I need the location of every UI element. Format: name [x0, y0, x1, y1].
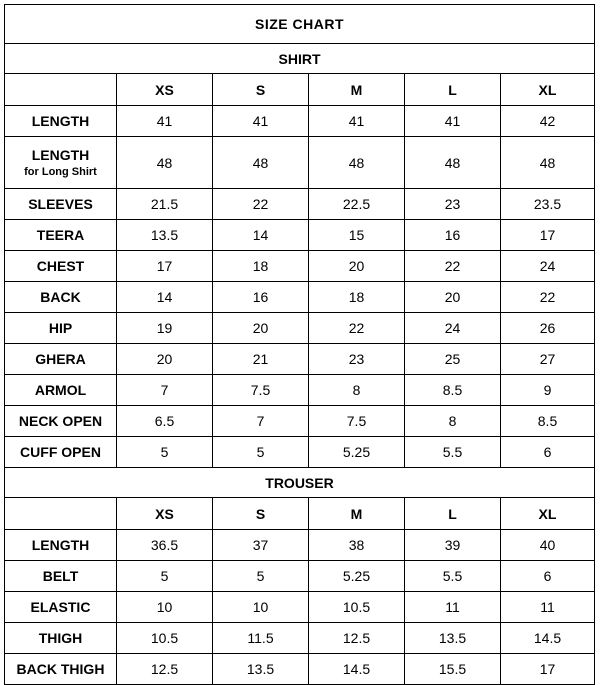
- size-chart-body: [5, 5, 595, 685]
- shirt-measurement-row: [5, 437, 595, 468]
- trouser-row-label: [5, 530, 117, 561]
- shirt-measurement-row: [5, 282, 595, 313]
- shirt-value-cell: 6: [501, 437, 595, 468]
- shirt-value-cell: 7.5: [309, 406, 405, 437]
- shirt-row-label-text: ARMOL: [34, 382, 87, 398]
- trouser-value-cell: 36.5: [117, 530, 213, 561]
- shirt-value-cell: 41: [309, 106, 405, 137]
- trouser-size-header-m: M: [309, 498, 405, 530]
- shirt-row-label-text: LENGTH: [31, 147, 90, 163]
- shirt-value-cell: 5: [213, 437, 309, 468]
- shirt-value-cell: 22.5: [309, 189, 405, 220]
- trouser-value-cell: 5.25: [309, 561, 405, 592]
- shirt-value-cell: 13.5: [117, 220, 213, 251]
- trouser-value-cell: 39: [405, 530, 501, 561]
- shirt-heading-row: [5, 44, 595, 74]
- trouser-value-cell: 14.5: [309, 654, 405, 685]
- trouser-value-cell: 10: [213, 592, 309, 623]
- shirt-size-header-xs: XS: [117, 74, 213, 106]
- shirt-row-label-text: NECK OPEN: [18, 413, 103, 429]
- shirt-measurement-row: [5, 137, 595, 189]
- shirt-row-label-text: HIP: [48, 320, 73, 336]
- trouser-value-cell: 10.5: [309, 592, 405, 623]
- shirt-row-label: [5, 137, 117, 189]
- trouser-value-cell: 15.5: [405, 654, 501, 685]
- shirt-row-label: [5, 106, 117, 137]
- shirt-value-cell: 48: [501, 137, 595, 189]
- shirt-value-cell: 23.5: [501, 189, 595, 220]
- shirt-row-label-text: LENGTH: [31, 113, 90, 129]
- shirt-size-header-row: [5, 74, 595, 106]
- shirt-value-cell: 16: [213, 282, 309, 313]
- shirt-value-cell: 18: [213, 251, 309, 282]
- shirt-row-label-text: BACK: [40, 289, 81, 305]
- shirt-value-cell: 20: [117, 344, 213, 375]
- shirt-value-cell: 16: [405, 220, 501, 251]
- shirt-row-label: [5, 344, 117, 375]
- shirt-row-label-text: CUFF OPEN: [20, 444, 101, 460]
- trouser-row-label-text: BACK THIGH: [16, 661, 105, 677]
- trouser-size-header-xs: XS: [117, 498, 213, 530]
- trouser-measurement-row: [5, 561, 595, 592]
- trouser-measurement-row: [5, 654, 595, 685]
- shirt-value-cell: 22: [501, 282, 595, 313]
- shirt-row-label: [5, 282, 117, 313]
- trouser-size-header-xl: XL: [501, 498, 595, 530]
- size-chart-table: [4, 4, 595, 685]
- shirt-value-cell: 41: [213, 106, 309, 137]
- shirt-value-cell: 21.5: [117, 189, 213, 220]
- trouser-value-cell: 40: [501, 530, 595, 561]
- trouser-row-label-text: ELASTIC: [30, 599, 91, 615]
- shirt-measurement-row: [5, 375, 595, 406]
- trouser-value-cell: 11.5: [213, 623, 309, 654]
- shirt-value-cell: 7: [117, 375, 213, 406]
- trouser-measurement-row: [5, 592, 595, 623]
- shirt-corner-cell: [5, 74, 117, 106]
- trouser-size-header-l: L: [405, 498, 501, 530]
- shirt-value-cell: 18: [309, 282, 405, 313]
- trouser-value-cell: 37: [213, 530, 309, 561]
- trouser-value-cell: 17: [501, 654, 595, 685]
- shirt-value-cell: 8.5: [501, 406, 595, 437]
- shirt-value-cell: 7: [213, 406, 309, 437]
- trouser-value-cell: 11: [501, 592, 595, 623]
- shirt-row-label: [5, 406, 117, 437]
- shirt-value-cell: 20: [309, 251, 405, 282]
- shirt-measurement-row: [5, 220, 595, 251]
- shirt-section-heading: SHIRT: [5, 44, 595, 74]
- shirt-value-cell: 14: [117, 282, 213, 313]
- shirt-value-cell: 23: [405, 189, 501, 220]
- shirt-size-header-m: M: [309, 74, 405, 106]
- shirt-value-cell: 20: [405, 282, 501, 313]
- trouser-value-cell: 5.5: [405, 561, 501, 592]
- shirt-row-label-text: CHEST: [36, 258, 85, 274]
- shirt-value-cell: 5.5: [405, 437, 501, 468]
- trouser-value-cell: 5: [213, 561, 309, 592]
- shirt-measurement-row: [5, 251, 595, 282]
- trouser-value-cell: 10.5: [117, 623, 213, 654]
- shirt-value-cell: 25: [405, 344, 501, 375]
- shirt-row-label: [5, 189, 117, 220]
- shirt-row-label: [5, 375, 117, 406]
- shirt-value-cell: 48: [213, 137, 309, 189]
- shirt-row-label: [5, 220, 117, 251]
- trouser-row-label-text: LENGTH: [31, 537, 90, 553]
- shirt-value-cell: 8: [309, 375, 405, 406]
- trouser-measurement-row: [5, 530, 595, 561]
- shirt-value-cell: 19: [117, 313, 213, 344]
- shirt-value-cell: 22: [405, 251, 501, 282]
- shirt-value-cell: 7.5: [213, 375, 309, 406]
- shirt-value-cell: 15: [309, 220, 405, 251]
- trouser-value-cell: 5: [117, 561, 213, 592]
- trouser-value-cell: 12.5: [117, 654, 213, 685]
- trouser-measurement-row: [5, 623, 595, 654]
- shirt-value-cell: 42: [501, 106, 595, 137]
- shirt-value-cell: 17: [501, 220, 595, 251]
- shirt-row-label-text: GHERA: [35, 351, 86, 367]
- shirt-value-cell: 21: [213, 344, 309, 375]
- trouser-value-cell: 11: [405, 592, 501, 623]
- trouser-row-label: [5, 654, 117, 685]
- trouser-value-cell: 14.5: [501, 623, 595, 654]
- shirt-row-label: [5, 251, 117, 282]
- shirt-size-header-s: S: [213, 74, 309, 106]
- chart-title: SIZE CHART: [5, 5, 595, 44]
- trouser-row-label-text: BELT: [42, 568, 79, 584]
- shirt-value-cell: 24: [405, 313, 501, 344]
- trouser-row-label: [5, 592, 117, 623]
- shirt-value-cell: 23: [309, 344, 405, 375]
- shirt-value-cell: 9: [501, 375, 595, 406]
- shirt-value-cell: 20: [213, 313, 309, 344]
- shirt-value-cell: 8: [405, 406, 501, 437]
- trouser-value-cell: 38: [309, 530, 405, 561]
- shirt-measurement-row: [5, 406, 595, 437]
- shirt-value-cell: 27: [501, 344, 595, 375]
- shirt-row-label: [5, 437, 117, 468]
- trouser-value-cell: 13.5: [405, 623, 501, 654]
- shirt-value-cell: 6.5: [117, 406, 213, 437]
- shirt-measurement-row: [5, 106, 595, 137]
- trouser-corner-cell: [5, 498, 117, 530]
- trouser-value-cell: 12.5: [309, 623, 405, 654]
- trouser-size-header-row: [5, 498, 595, 530]
- trouser-row-label: [5, 623, 117, 654]
- trouser-value-cell: 10: [117, 592, 213, 623]
- shirt-size-header-xl: XL: [501, 74, 595, 106]
- shirt-measurement-row: [5, 344, 595, 375]
- shirt-value-cell: 22: [309, 313, 405, 344]
- shirt-value-cell: 5.25: [309, 437, 405, 468]
- trouser-section-heading: TROUSER: [5, 468, 595, 498]
- trouser-row-label: [5, 561, 117, 592]
- shirt-value-cell: 48: [309, 137, 405, 189]
- shirt-value-cell: 41: [117, 106, 213, 137]
- shirt-value-cell: 48: [117, 137, 213, 189]
- shirt-value-cell: 22: [213, 189, 309, 220]
- shirt-value-cell: 41: [405, 106, 501, 137]
- trouser-heading-row: [5, 468, 595, 498]
- shirt-measurement-row: [5, 189, 595, 220]
- shirt-row-label-text: TEERA: [36, 227, 85, 243]
- shirt-row-label-text: SLEEVES: [28, 196, 93, 212]
- shirt-value-cell: 14: [213, 220, 309, 251]
- shirt-size-header-l: L: [405, 74, 501, 106]
- trouser-size-header-s: S: [213, 498, 309, 530]
- shirt-row-sublabel-text: for Long Shirt: [24, 166, 97, 178]
- shirt-measurement-row: [5, 313, 595, 344]
- shirt-value-cell: 48: [405, 137, 501, 189]
- shirt-value-cell: 26: [501, 313, 595, 344]
- trouser-value-cell: 6: [501, 561, 595, 592]
- shirt-value-cell: 17: [117, 251, 213, 282]
- shirt-row-label: [5, 313, 117, 344]
- shirt-value-cell: 24: [501, 251, 595, 282]
- trouser-value-cell: 13.5: [213, 654, 309, 685]
- trouser-row-label-text: THIGH: [38, 630, 83, 646]
- shirt-value-cell: 8.5: [405, 375, 501, 406]
- shirt-value-cell: 5: [117, 437, 213, 468]
